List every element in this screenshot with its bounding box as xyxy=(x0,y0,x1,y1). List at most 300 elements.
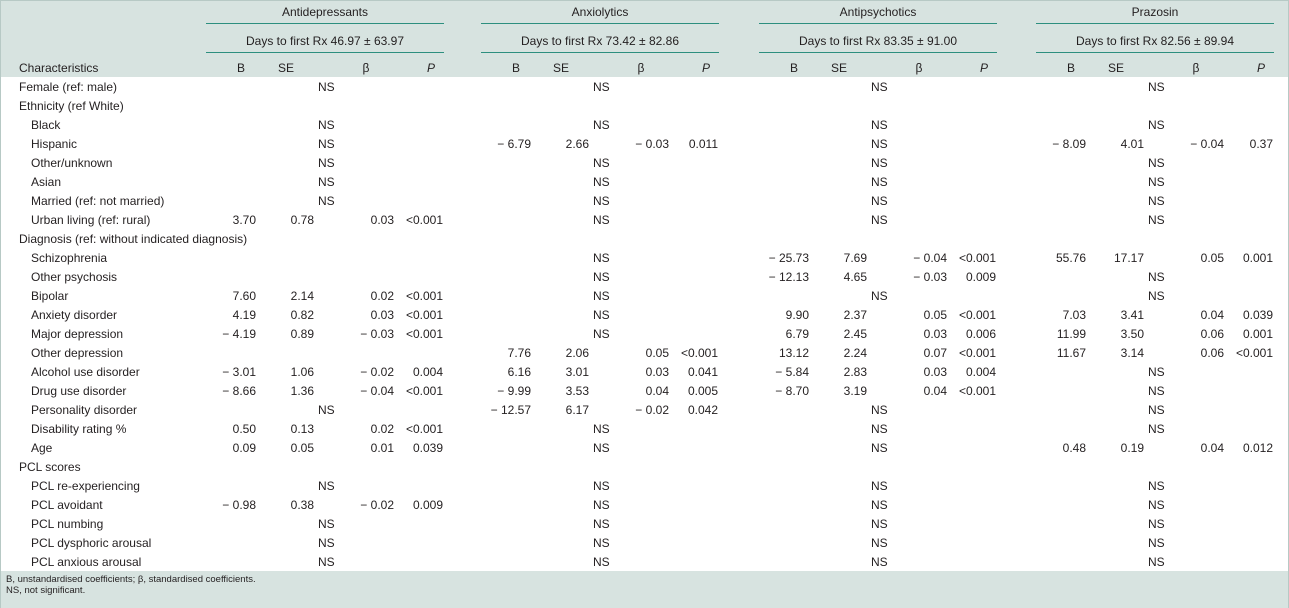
cell-se: 2.45 xyxy=(843,327,867,341)
row-label: PCL anxious arousal xyxy=(31,555,142,569)
cell-beta: − 0.02 xyxy=(360,498,394,512)
cell-b xyxy=(739,458,809,477)
cell-p xyxy=(1203,496,1273,515)
cell-ns: NS xyxy=(318,156,335,170)
cell-beta: 0.04 xyxy=(645,384,669,398)
cell-b xyxy=(461,97,531,116)
cell-b xyxy=(1016,78,1086,97)
cell-ns: NS xyxy=(871,555,888,569)
cell-b: − 0.98 xyxy=(222,498,256,512)
row-label: Asian xyxy=(31,175,62,189)
cell-p: <0.001 xyxy=(405,213,443,227)
cell-ns: NS xyxy=(1148,213,1165,227)
cell-p: <0.001 xyxy=(405,289,443,303)
cell-p xyxy=(1203,553,1273,572)
cell-b xyxy=(739,192,809,211)
cell-se xyxy=(809,534,867,553)
cell-ns: NS xyxy=(593,270,610,284)
cell-ns: NS xyxy=(318,403,335,417)
cell-b xyxy=(186,154,256,173)
cell-p xyxy=(926,211,996,230)
cell-b: 6.79 xyxy=(785,327,809,341)
cell-p xyxy=(926,534,996,553)
cell-beta: 0.03 xyxy=(370,213,394,227)
cell-se xyxy=(531,154,589,173)
cell-se xyxy=(809,553,867,572)
cell-b xyxy=(739,496,809,515)
col-header-b: B xyxy=(511,61,520,75)
cell-se xyxy=(1086,230,1144,249)
cell-beta: 0.04 xyxy=(923,384,947,398)
row-label: Black xyxy=(31,118,61,132)
cell-ns: NS xyxy=(593,555,610,569)
cell-se xyxy=(1086,192,1144,211)
cell-se xyxy=(809,439,867,458)
cell-ns: NS xyxy=(871,289,888,303)
cell-se xyxy=(256,192,314,211)
cell-ns: NS xyxy=(593,441,610,455)
cell-p xyxy=(926,439,996,458)
cell-b xyxy=(186,249,256,268)
cell-se xyxy=(809,97,867,116)
cell-ns: NS xyxy=(1148,422,1165,436)
cell-p xyxy=(1203,534,1273,553)
cell-se xyxy=(256,116,314,135)
cell-beta: 0.06 xyxy=(1200,327,1224,341)
cell-se xyxy=(1086,496,1144,515)
cell-ns: NS xyxy=(1148,384,1165,398)
cell-p xyxy=(1203,458,1273,477)
cell-se: 2.14 xyxy=(290,289,314,303)
cell-p xyxy=(373,154,443,173)
cell-beta: 0.01 xyxy=(370,441,394,455)
cell-se xyxy=(809,230,867,249)
group-subtitle-2: Days to first Rx 83.35 ± 91.00 xyxy=(799,34,957,48)
cell-ns: NS xyxy=(593,251,610,265)
cell-ns: NS xyxy=(871,156,888,170)
cell-b: 0.48 xyxy=(1062,441,1086,455)
cell-p xyxy=(926,458,996,477)
cell-p xyxy=(926,477,996,496)
cell-se: 1.36 xyxy=(290,384,314,398)
cell-b xyxy=(739,211,809,230)
cell-beta: 0.03 xyxy=(645,365,669,379)
cell-se xyxy=(1086,477,1144,496)
cell-b xyxy=(461,230,531,249)
cell-se: 4.01 xyxy=(1120,137,1144,151)
cell-se: 2.06 xyxy=(565,346,589,360)
cell-b xyxy=(739,553,809,572)
row-label: PCL avoidant xyxy=(31,498,103,512)
cell-b xyxy=(739,534,809,553)
cell-se xyxy=(809,135,867,154)
cell-p: <0.001 xyxy=(958,384,996,398)
cell-se xyxy=(256,515,314,534)
cell-se xyxy=(1086,458,1144,477)
cell-se xyxy=(1086,420,1144,439)
cell-ns: NS xyxy=(318,194,335,208)
cell-se: 2.24 xyxy=(843,346,867,360)
row-label: Female (ref: male) xyxy=(19,80,118,94)
cell-se xyxy=(531,78,589,97)
cell-ns: NS xyxy=(318,517,335,531)
row-label: Major depression xyxy=(31,327,124,341)
cell-b xyxy=(739,154,809,173)
cell-ns: NS xyxy=(871,194,888,208)
cell-b xyxy=(1016,496,1086,515)
cell-p xyxy=(1203,363,1273,382)
cell-se xyxy=(256,230,314,249)
cell-p xyxy=(1203,382,1273,401)
cell-p xyxy=(926,173,996,192)
cell-beta: − 0.02 xyxy=(360,365,394,379)
cell-p xyxy=(1203,477,1273,496)
cell-ns: NS xyxy=(871,422,888,436)
col-header-se: SE xyxy=(830,61,847,75)
cell-b xyxy=(739,287,809,306)
cell-p: 0.041 xyxy=(687,365,718,379)
cell-p xyxy=(648,192,718,211)
cell-beta: 0.05 xyxy=(1200,251,1224,265)
cell-beta: 0.03 xyxy=(923,327,947,341)
cell-se xyxy=(531,116,589,135)
cell-p xyxy=(926,420,996,439)
cell-b xyxy=(461,287,531,306)
cell-ns: NS xyxy=(1148,270,1165,284)
cell-ns: NS xyxy=(871,517,888,531)
cell-ns: NS xyxy=(593,517,610,531)
cell-p xyxy=(648,287,718,306)
cell-p: <0.001 xyxy=(405,384,443,398)
cell-beta: − 0.04 xyxy=(360,384,394,398)
cell-se: 0.78 xyxy=(290,213,314,227)
cell-b: − 6.79 xyxy=(497,137,531,151)
cell-b xyxy=(739,78,809,97)
cell-b xyxy=(461,268,531,287)
cell-b xyxy=(1016,173,1086,192)
cell-b xyxy=(186,78,256,97)
col-header-se: SE xyxy=(277,61,294,75)
row-label: Schizophrenia xyxy=(31,251,108,265)
cell-se xyxy=(531,458,589,477)
cell-ns: NS xyxy=(318,175,335,189)
cell-p xyxy=(648,97,718,116)
row-label: Ethnicity (ref White) xyxy=(19,99,124,113)
row-label: Personality disorder xyxy=(31,403,138,417)
col-header-b: B xyxy=(789,61,798,75)
cell-b xyxy=(1016,477,1086,496)
cell-b xyxy=(461,173,531,192)
cell-b xyxy=(461,116,531,135)
cell-ns: NS xyxy=(593,194,610,208)
cell-se xyxy=(809,173,867,192)
cell-ns: NS xyxy=(1148,175,1165,189)
cell-b xyxy=(461,249,531,268)
cell-se xyxy=(1086,363,1144,382)
cell-se xyxy=(809,287,867,306)
col-header-beta: β xyxy=(362,61,370,75)
cell-p: 0.001 xyxy=(1242,251,1273,265)
row-label: Anxiety disorder xyxy=(31,308,118,322)
cell-b: − 3.01 xyxy=(222,365,256,379)
cell-se xyxy=(531,97,589,116)
cell-p xyxy=(1203,211,1273,230)
cell-b xyxy=(186,553,256,572)
cell-se: 0.38 xyxy=(290,498,314,512)
cell-b: 11.99 xyxy=(1056,327,1086,341)
cell-b: 7.03 xyxy=(1062,308,1086,322)
cell-se xyxy=(531,211,589,230)
cell-ns: NS xyxy=(871,137,888,151)
cell-p xyxy=(926,401,996,420)
cell-se: 3.53 xyxy=(565,384,589,398)
cell-p: 0.012 xyxy=(1242,441,1273,455)
cell-ns: NS xyxy=(593,479,610,493)
cell-p xyxy=(373,78,443,97)
group-subtitle-1: Days to first Rx 73.42 ± 82.86 xyxy=(521,34,679,48)
row-label: PCL scores xyxy=(19,460,81,474)
cell-ns: NS xyxy=(1148,403,1165,417)
group-rule-bottom-0 xyxy=(206,52,444,53)
cell-b xyxy=(186,116,256,135)
cell-se: 2.66 xyxy=(565,137,589,151)
cell-se xyxy=(1086,382,1144,401)
cell-ns: NS xyxy=(593,289,610,303)
col-header-p: P xyxy=(426,61,435,75)
cell-b xyxy=(461,78,531,97)
cell-b xyxy=(1016,192,1086,211)
cell-b: − 9.99 xyxy=(497,384,531,398)
cell-p: <0.001 xyxy=(405,422,443,436)
cell-p: 0.005 xyxy=(687,384,718,398)
cell-p xyxy=(648,534,718,553)
cell-b xyxy=(1016,553,1086,572)
cell-p: 0.004 xyxy=(965,365,996,379)
cell-p xyxy=(373,97,443,116)
cell-se: 7.69 xyxy=(843,251,867,265)
col-header-beta: β xyxy=(637,61,645,75)
cell-p: <0.001 xyxy=(405,327,443,341)
cell-b xyxy=(461,306,531,325)
cell-ns: NS xyxy=(871,479,888,493)
cell-b xyxy=(461,458,531,477)
cell-beta: 0.03 xyxy=(923,365,947,379)
cell-se xyxy=(531,325,589,344)
cell-beta: 0.03 xyxy=(370,308,394,322)
cell-p xyxy=(373,534,443,553)
cell-se: 17.17 xyxy=(1113,251,1144,265)
col-header-se: SE xyxy=(1107,61,1124,75)
cell-se xyxy=(531,268,589,287)
cell-se xyxy=(531,553,589,572)
cell-se xyxy=(531,287,589,306)
cell-b xyxy=(1016,534,1086,553)
cell-p: 0.006 xyxy=(965,327,996,341)
cell-p xyxy=(1203,268,1273,287)
cell-p: <0.001 xyxy=(680,346,718,360)
cell-se xyxy=(531,230,589,249)
row-label: PCL re-experiencing xyxy=(31,479,140,493)
cell-se xyxy=(256,135,314,154)
cell-ns: NS xyxy=(1148,118,1165,132)
cell-b: 9.90 xyxy=(785,308,809,322)
cell-b xyxy=(739,230,809,249)
cell-p xyxy=(648,154,718,173)
cell-b xyxy=(1016,154,1086,173)
cell-b: 11.67 xyxy=(1056,346,1086,360)
cell-se: 0.05 xyxy=(290,441,314,455)
cell-b xyxy=(1016,363,1086,382)
cell-ns: NS xyxy=(871,175,888,189)
cell-p xyxy=(373,116,443,135)
cell-beta: 0.02 xyxy=(370,422,394,436)
cell-se: 2.83 xyxy=(843,365,867,379)
cell-se xyxy=(531,477,589,496)
cell-p xyxy=(1203,420,1273,439)
cell-ns: NS xyxy=(1148,365,1165,379)
cell-b xyxy=(739,477,809,496)
cell-p xyxy=(1203,230,1273,249)
cell-se xyxy=(531,249,589,268)
cell-ns: NS xyxy=(871,213,888,227)
cell-p xyxy=(648,439,718,458)
cell-p xyxy=(1203,515,1273,534)
cell-p xyxy=(373,477,443,496)
row-label: Hispanic xyxy=(31,137,78,151)
row-label: Married (ref: not married) xyxy=(31,194,165,208)
cell-b: − 8.09 xyxy=(1052,137,1086,151)
cell-p: <0.001 xyxy=(405,308,443,322)
cell-p xyxy=(648,458,718,477)
cell-p xyxy=(373,553,443,572)
cell-se xyxy=(531,173,589,192)
cell-p xyxy=(373,249,443,268)
cell-p xyxy=(648,249,718,268)
cell-se xyxy=(1086,173,1144,192)
cell-ns: NS xyxy=(1148,517,1165,531)
cell-se xyxy=(531,306,589,325)
cell-b xyxy=(461,515,531,534)
col-header-p: P xyxy=(979,61,988,75)
group-rule-bottom-1 xyxy=(481,52,719,53)
cell-b xyxy=(186,477,256,496)
cell-se: 0.82 xyxy=(290,308,314,322)
cell-p xyxy=(648,553,718,572)
cell-beta: 0.06 xyxy=(1200,346,1224,360)
group-subtitle-3: Days to first Rx 82.56 ± 89.94 xyxy=(1076,34,1234,48)
cell-se xyxy=(531,515,589,534)
cell-ns: NS xyxy=(1148,156,1165,170)
cell-b xyxy=(186,173,256,192)
cell-beta: − 0.02 xyxy=(635,403,669,417)
cell-se: 0.89 xyxy=(290,327,314,341)
cell-b xyxy=(461,192,531,211)
row-label: Drug use disorder xyxy=(31,384,127,398)
cell-se xyxy=(809,496,867,515)
row-label: Urban living (ref: rural) xyxy=(31,213,151,227)
cell-p xyxy=(648,116,718,135)
cell-p xyxy=(373,344,443,363)
cell-b xyxy=(461,553,531,572)
cell-b xyxy=(739,173,809,192)
cell-b xyxy=(461,439,531,458)
cell-b xyxy=(186,344,256,363)
cell-b: − 12.57 xyxy=(490,403,531,417)
cell-b: 0.09 xyxy=(232,441,256,455)
cell-beta: − 0.04 xyxy=(913,251,947,265)
cell-ns: NS xyxy=(318,536,335,550)
cell-p xyxy=(926,230,996,249)
cell-b: − 8.66 xyxy=(222,384,256,398)
cell-b: − 4.19 xyxy=(222,327,256,341)
row-label: Bipolar xyxy=(31,289,69,303)
cell-se xyxy=(531,534,589,553)
group-title-1: Anxiolytics xyxy=(571,5,629,19)
cell-ns: NS xyxy=(318,137,335,151)
cell-p xyxy=(926,287,996,306)
cell-p: 0.039 xyxy=(412,441,443,455)
cell-b xyxy=(739,97,809,116)
cell-p xyxy=(373,268,443,287)
cell-se xyxy=(809,192,867,211)
cell-ns: NS xyxy=(1148,289,1165,303)
cell-b: − 12.13 xyxy=(768,270,809,284)
row-label: Alcohol use disorder xyxy=(31,365,140,379)
group-rule-bottom-2 xyxy=(759,52,997,53)
cell-se: 3.50 xyxy=(1120,327,1144,341)
cell-b: 0.50 xyxy=(232,422,256,436)
cell-p xyxy=(648,477,718,496)
cell-b xyxy=(461,211,531,230)
cell-b xyxy=(461,420,531,439)
col-header-p: P xyxy=(701,61,710,75)
cell-b xyxy=(461,325,531,344)
cell-p xyxy=(1203,97,1273,116)
cell-se xyxy=(809,211,867,230)
group-subtitle-0: Days to first Rx 46.97 ± 63.97 xyxy=(246,34,404,48)
cell-se xyxy=(256,173,314,192)
cell-ns: NS xyxy=(1148,536,1165,550)
group-rule-top-1 xyxy=(481,23,719,24)
cell-b xyxy=(461,534,531,553)
cell-b xyxy=(1016,515,1086,534)
cell-b xyxy=(1016,97,1086,116)
cell-p xyxy=(373,192,443,211)
cell-se xyxy=(1086,116,1144,135)
cell-ns: NS xyxy=(593,156,610,170)
cell-ns: NS xyxy=(1148,194,1165,208)
cell-b xyxy=(739,439,809,458)
cell-p: 0.042 xyxy=(687,403,718,417)
cell-ns: NS xyxy=(593,422,610,436)
cell-ns: NS xyxy=(318,80,335,94)
col-header-b: B xyxy=(1066,61,1075,75)
cell-b xyxy=(186,268,256,287)
cell-ns: NS xyxy=(1148,555,1165,569)
cell-se: 3.19 xyxy=(843,384,867,398)
col-header-beta: β xyxy=(1192,61,1200,75)
cell-b xyxy=(1016,268,1086,287)
cell-beta: 0.02 xyxy=(370,289,394,303)
cell-se: 2.37 xyxy=(843,308,867,322)
cell-p xyxy=(373,230,443,249)
cell-ns: NS xyxy=(318,479,335,493)
cell-p: 0.37 xyxy=(1249,137,1273,151)
cell-ns: NS xyxy=(871,498,888,512)
cell-beta: 0.04 xyxy=(1200,308,1224,322)
table-footnotes xyxy=(1,571,1288,608)
cell-ns: NS xyxy=(871,536,888,550)
